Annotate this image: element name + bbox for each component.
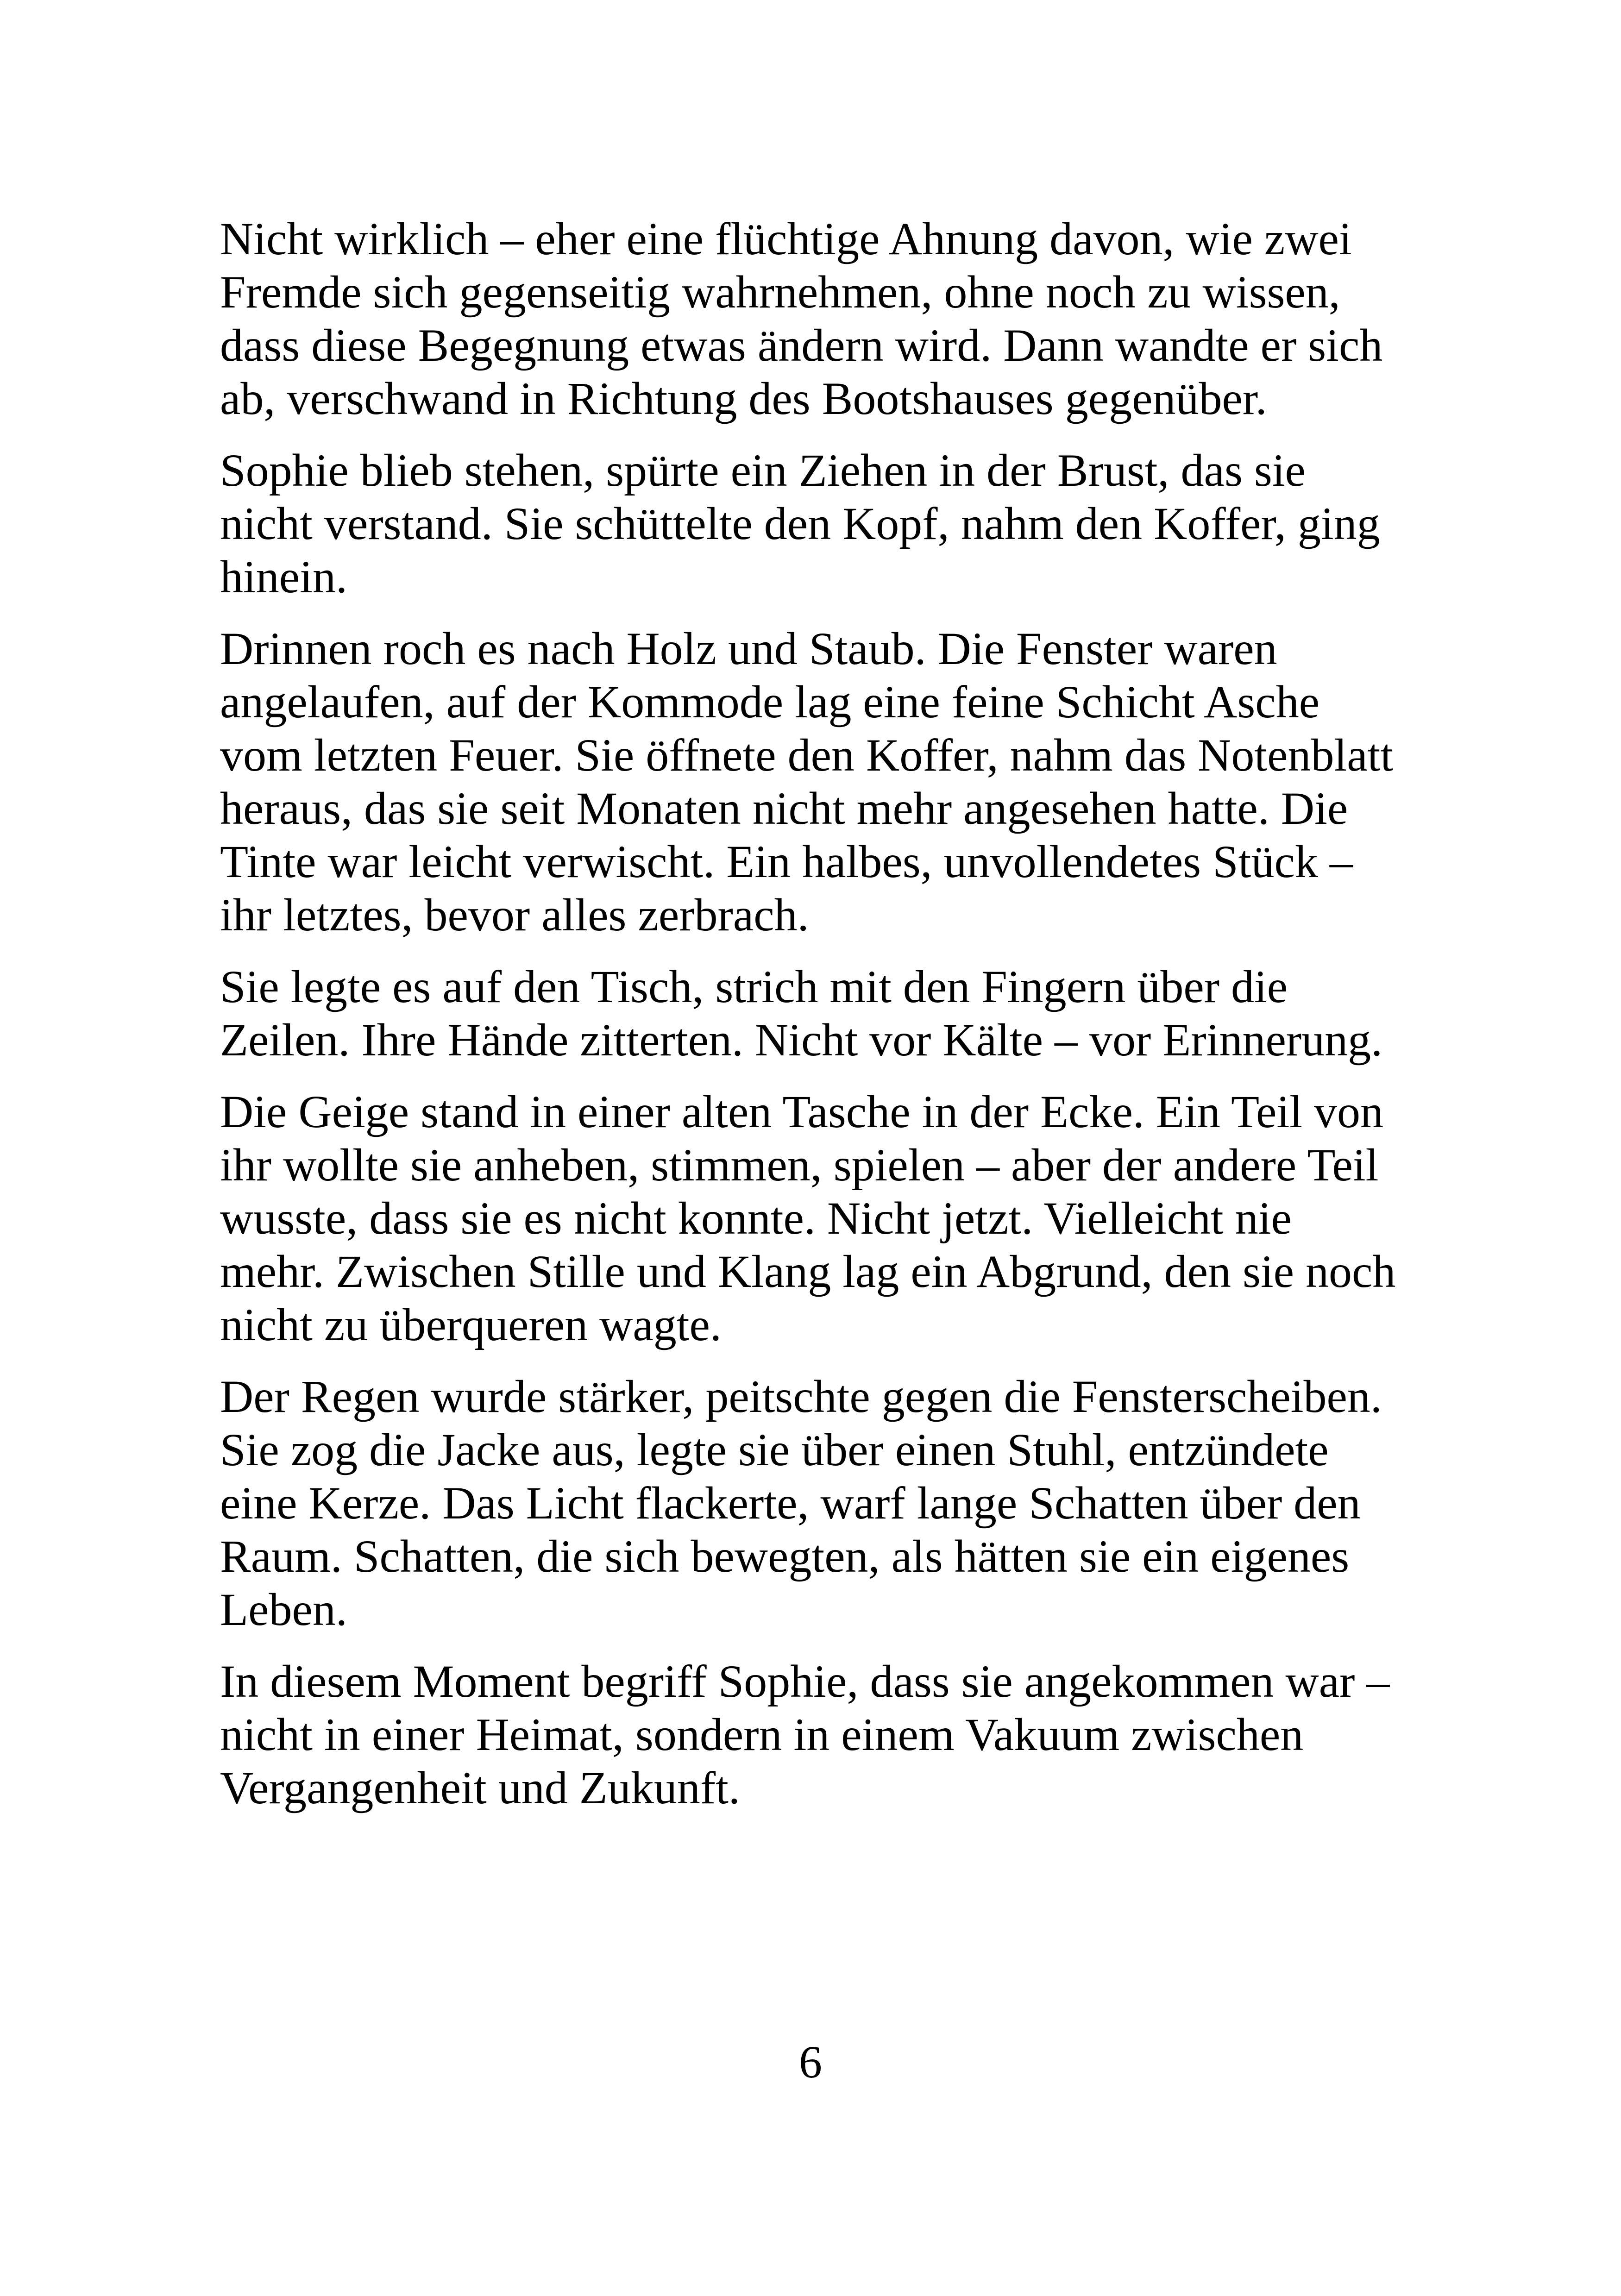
paragraph-6 xyxy=(220,1370,1424,1636)
text-line: Fremde sich gegenseitig wahrnehmen, ohne noch zu wissen, xyxy=(220,266,1340,318)
text-line: Tinte war leicht verwischt. Ein halbes, unvollendetes Stück – xyxy=(220,836,1353,887)
paragraph-4 xyxy=(220,960,1424,1066)
text-line: ab, verschwand in Richtung des Bootshauses gegenüber. xyxy=(220,373,1267,424)
text-line: Raum. Schatten, die sich bewegten, als hätten sie ein eigenes xyxy=(220,1531,1350,1582)
page-number: 6 xyxy=(799,2036,822,2088)
text-line: heraus, das sie seit Monaten nicht mehr angesehen hatte. Die xyxy=(220,783,1348,834)
text-line: hinein. xyxy=(220,551,347,602)
text-line: nicht in einer Heimat, sondern in einem Vakuum zwischen xyxy=(220,1709,1304,1760)
text-line: nicht zu überqueren wagte. xyxy=(220,1299,722,1350)
text-line: ihr wollte sie anheben, stimmen, spielen – aber der andere Teil xyxy=(220,1139,1379,1191)
text-line: Sophie blieb stehen, spürte ein Ziehen in der Brust, das sie xyxy=(220,445,1306,496)
text-line: Sie zog die Jacke aus, legte sie über einen Stuhl, entzündete xyxy=(220,1424,1329,1475)
text-line: Nicht wirklich – eher eine flüchtige Ahnung davon, wie zwei xyxy=(220,213,1352,264)
paragraph-1 xyxy=(220,212,1424,425)
paragraph-2 xyxy=(220,444,1424,603)
text-line: Zeilen. Ihre Hände zitterten. Nicht vor Kälte – vor Erinnerung. xyxy=(220,1014,1383,1066)
text-line: wusste, dass sie es nicht konnte. Nicht jetzt. Vielleicht nie xyxy=(220,1192,1292,1244)
text-line: nicht verstand. Sie schüttelte den Kopf, nahm den Koffer, ging xyxy=(220,498,1380,549)
text-line: Der Regen wurde stärker, peitschte gegen die Fensterscheiben. xyxy=(220,1371,1382,1422)
paragraph-3 xyxy=(220,622,1424,941)
text-line: Die Geige stand in einer alten Tasche in der Ecke. Ein Teil von xyxy=(220,1086,1384,1137)
body-text xyxy=(220,212,1424,1833)
text-line: Sie legte es auf den Tisch, strich mit den Fingern über die xyxy=(220,961,1288,1012)
text-line: dass diese Begegnung etwas ändern wird. Dann wandte er sich xyxy=(220,320,1383,371)
text-line: mehr. Zwischen Stille und Klang lag ein Abgrund, den sie noch xyxy=(220,1246,1396,1297)
text-line: eine Kerze. Das Licht flackerte, warf lange Schatten über den xyxy=(220,1477,1361,1529)
text-line: vom letzten Feuer. Sie öffnete den Koffer, nahm das Notenblatt xyxy=(220,729,1394,781)
text-line: Vergangenheit und Zukunft. xyxy=(220,1762,740,1813)
text-line: Drinnen roch es nach Holz und Staub. Die Fenster waren xyxy=(220,623,1277,674)
paragraph-7 xyxy=(220,1655,1424,1814)
text-line: ihr letztes, bevor alles zerbrach. xyxy=(220,889,809,941)
paragraph-5 xyxy=(220,1085,1424,1351)
text-line: In diesem Moment begriff Sophie, dass sie angekommen war – xyxy=(220,1656,1390,1707)
text-line: Leben. xyxy=(220,1584,347,1635)
text-line: angelaufen, auf der Kommode lag eine feine Schicht Asche xyxy=(220,676,1320,728)
